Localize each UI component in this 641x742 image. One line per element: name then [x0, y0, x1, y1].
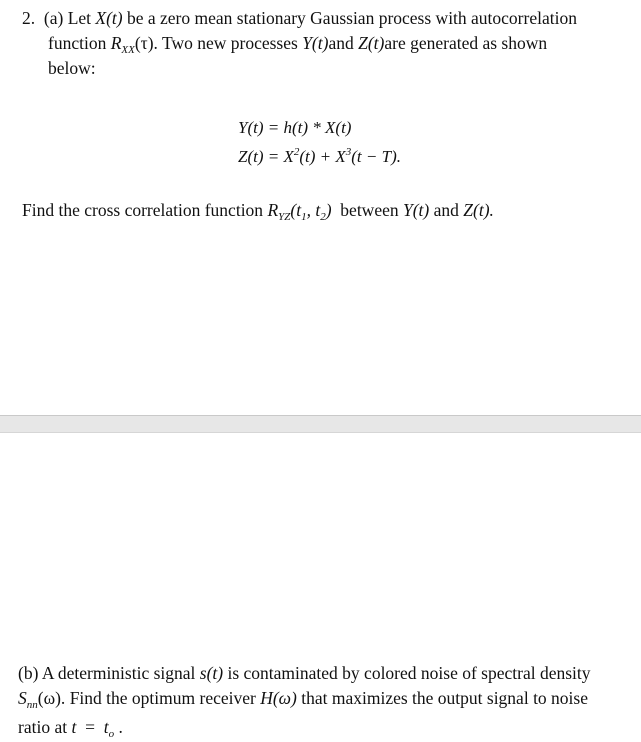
math-y-of-t: Y(t)	[302, 33, 329, 53]
problem-a-question: Find the cross correlation function $R_{YZ}(t_1$, $t_2$) between Y(t) and Z(t).	[22, 200, 494, 223]
math-h-of-w: H(ω)	[260, 688, 297, 708]
problem-a-line-3: below:	[48, 58, 96, 78]
equation-z: $Z(t) = X^2(t) + X^3(t - T)$.	[238, 146, 401, 166]
math-snn: $S_{nn}$	[18, 688, 38, 711]
problem-number: 2.	[22, 8, 36, 28]
part-label-a: (a)	[43, 8, 64, 28]
problem-b-panel	[0, 433, 641, 742]
section-divider	[0, 415, 641, 433]
math-x-of-t: X(t)	[95, 8, 123, 28]
math-rxx: $R_{XX}$	[110, 33, 135, 56]
problem-a-line-1: 2. (a) Let X(t) be a zero mean stationary Gaussian process with autocorrelation	[22, 8, 577, 28]
problem-b-line-3: ratio at $t = t_o$ .	[18, 717, 123, 740]
equation-y: Y(t) = h(t) * X(t)	[238, 118, 352, 137]
math-t0: $t_o$	[103, 717, 115, 740]
part-label-b: (b) A deterministic signal	[18, 663, 196, 683]
problem-a-line-2: function $R_{XX}(\tau)$. Two new processes Y(t)and Z(t)are generated as shown	[48, 33, 548, 56]
math-ryz: $R_{YZ}(t_1$, $t_2$)	[267, 200, 332, 223]
math-s-of-t: s(t)	[199, 663, 224, 683]
problem-b-line-2: $S_{nn}(\omega)$. Find the optimum receiver H(ω) that maximizes the output signal to noise	[18, 688, 588, 711]
math-z-of-t: Z(t)	[358, 33, 385, 53]
problem-b-line-1: (b) A deterministic signal s(t) is contaminated by colored noise of spectral density	[18, 663, 591, 683]
